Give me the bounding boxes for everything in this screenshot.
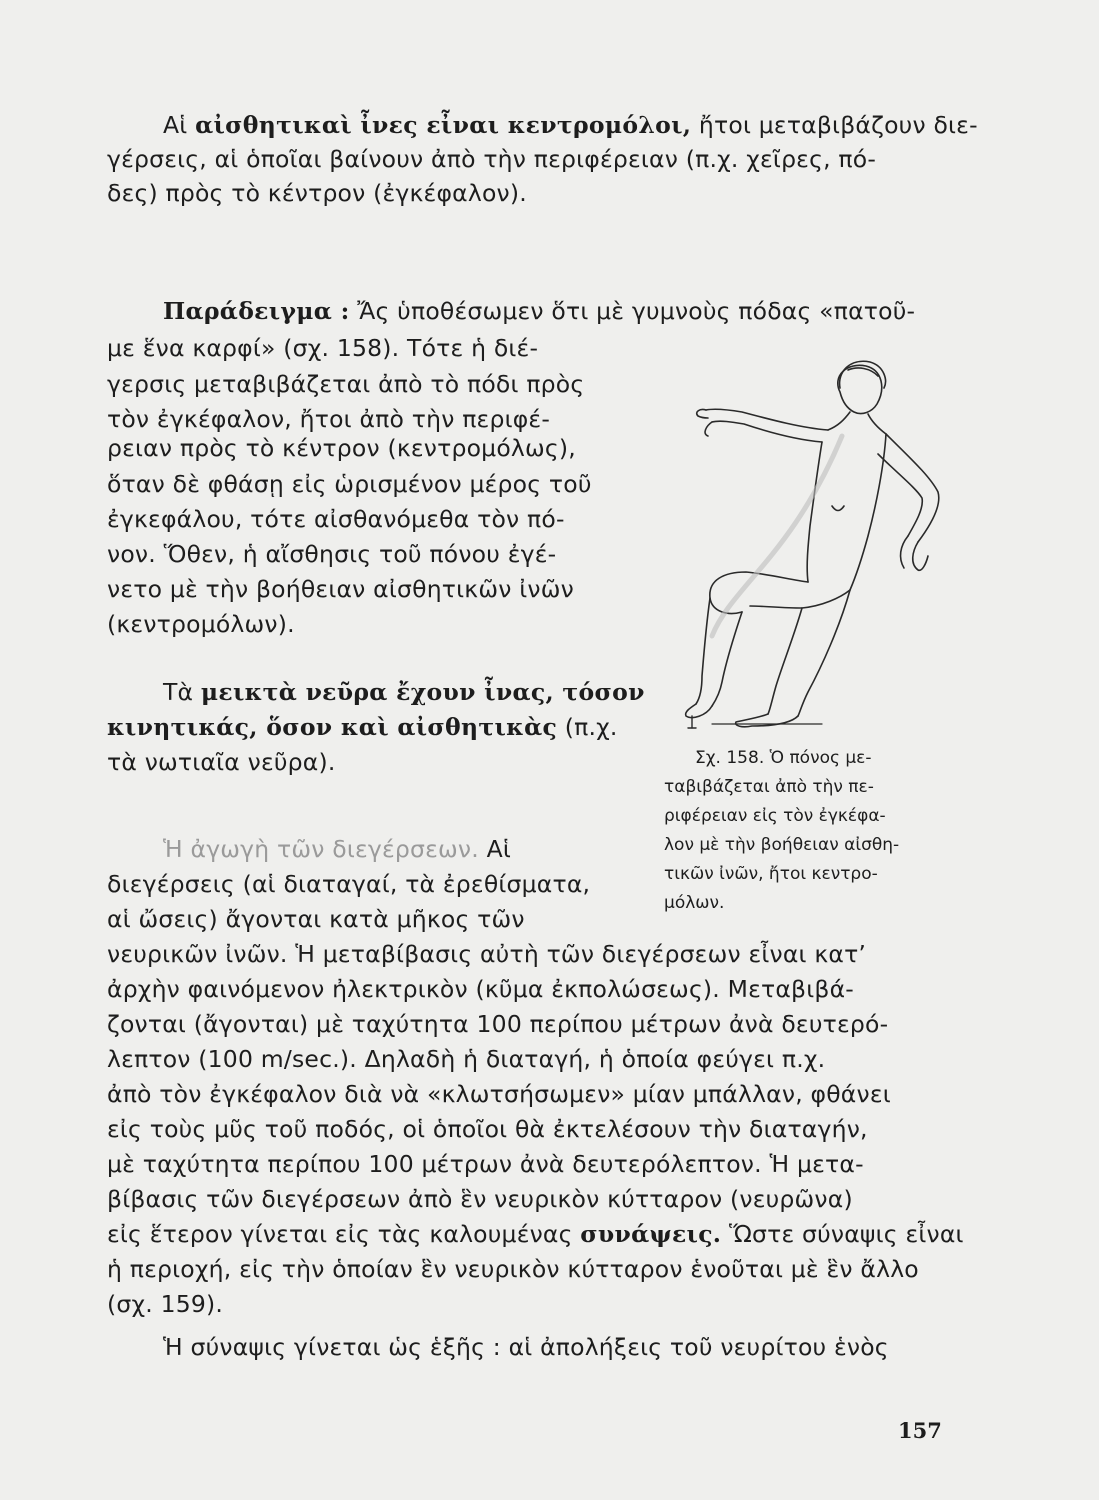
para2-line: γερσις μεταβιβάζεται ἀπὸ τὸ πόδι πρὸς — [107, 370, 585, 398]
figure-caption-line: τικῶν ἰνῶν, ἤτοι κεντρο- — [664, 864, 878, 884]
text-run: ἤτοι μεταβιβάζουν διε- — [691, 111, 978, 139]
para3-line2 — [107, 710, 618, 744]
para2-line: ὅταν δὲ φθάσῃ εἰς ὡρισμένον μέρος τοῦ — [107, 470, 592, 498]
para4-synapse-line — [107, 1217, 964, 1251]
para4-line: ζονται (ἄγονται) μὲ ταχύτητα 100 περίπου μέτρων ἀνὰ δευτερό- — [107, 1010, 889, 1038]
bold-term: αἰσθητικαὶ ἶνες εἶναι κεντρομόλοι, — [195, 111, 692, 139]
page-number: 157 — [898, 1418, 942, 1443]
figure-caption-line: ταβιβάζεται ἀπὸ τὴν πε- — [664, 777, 874, 797]
para4-line: ἀπὸ τὸν ἐγκέφαλον διὰ νὰ «κλωτσήσωμεν» μίαν μπάλλαν, φθάνει — [107, 1080, 891, 1108]
para4-line: βίβασις τῶν διεγέρσεων ἀπὸ ἓν νευρικὸν κύτταρον (νευρῶνα) — [107, 1185, 853, 1213]
para3-line1 — [163, 675, 645, 709]
para1-line3: δες) πρὸς τὸ κέντρον (ἐγκέφαλον). — [107, 179, 527, 207]
para2-line: με ἕνα καρφί» (σχ. 158). Τότε ἡ διέ- — [107, 334, 539, 362]
text-run: Ἄς ὑποθέσωμεν ὅτι μὲ γυμνοὺς πόδας «πατοῦ- — [349, 297, 916, 325]
bold-term: συνάψεις. — [580, 1220, 722, 1248]
para4-line: ἡ περιοχή, εἰς τὴν ὁποίαν ἓν νευρικὸν κύτταρον ἑνοῦται μὲ ἓν ἄλλο — [107, 1255, 919, 1283]
para4-line: ἀρχὴν φαινόμενον ἠλεκτρικὸν (κῦμα ἐκπολώσεως). Μεταβιβά- — [107, 975, 854, 1003]
text-run: (π.χ. — [557, 713, 618, 741]
para4-line: λεπτον (100 m/sec.). Δηλαδὴ ἡ διαταγή, ἡ ὁποία φεύγει π.χ. — [107, 1045, 826, 1073]
para1-line1 — [163, 108, 978, 142]
figure-caption-line: μόλων. — [664, 893, 725, 913]
bold-term: μεικτὰ νεῦρα ἔχουν ἶνας, τόσον — [200, 678, 645, 706]
para4-short-line: αἱ ὤσεις) ἄγονται κατὰ μῆκος τῶν — [107, 905, 525, 933]
para4-short-line: διεγέρσεις (αἱ διαταγαί, τὰ ἐρεθίσματα, — [107, 870, 591, 898]
para4-line: εἰς τοὺς μῦς τοῦ ποδός, οἱ ὁποῖοι θὰ ἐκτελέσουν τὴν διαταγήν, — [107, 1115, 868, 1143]
text-run: Αἱ — [163, 111, 196, 139]
para2-line: ἐγκεφάλου, τότε αἰσθανόμεθα τὸν πό- — [107, 505, 565, 533]
man-stepping-on-nail-illustration — [672, 336, 962, 736]
text-run: Τὰ — [163, 678, 201, 706]
para2-line: νετο μὲ τὴν βοήθειαν αἰσθητικῶν ἰνῶν — [107, 575, 574, 603]
para3-line3: τὰ νωτιαῖα νεῦρα). — [107, 748, 336, 776]
para2-line: τὸν ἐγκέφαλον, ἤτοι ἀπὸ τὴν περιφέ- — [107, 405, 551, 433]
text-run: Ὥστε σύναψις εἶναι — [721, 1220, 964, 1248]
figure-caption-line: ριφέρειαν εἰς τὸν ἐγκέφα- — [664, 806, 886, 826]
figure-caption-line: λον μὲ τὴν βοήθειαν αἰσθη- — [664, 835, 900, 855]
text-run: Αἱ — [478, 835, 512, 863]
para2-line: ρειαν πρὸς τὸ κέντρον (κεντρομόλως), — [107, 434, 576, 462]
para5-line1: Ἡ σύναψις γίνεται ὡς ἑξῆς : αἱ ἀπολήξεις τοῦ νευρίτου ἑνὸς — [163, 1333, 889, 1361]
text-run: εἰς ἕτερον γίνεται εἰς τὰς καλουμένας — [107, 1220, 581, 1248]
para4-line: νευρικῶν ἰνῶν. Ἡ μεταβίβασις αὐτὴ τῶν διεγέρσεων εἶναι κατ’ — [107, 940, 867, 968]
para4-line: μὲ ταχύτητα περίπου 100 μέτρων ἀνὰ δευτερόλεπτον. Ἡ μετα- — [107, 1150, 864, 1178]
example-label: Παράδειγμα : — [163, 297, 350, 325]
section-heading: Ἡ ἀγωγὴ τῶν διεγέρσεων. — [163, 835, 479, 863]
para4-line: (σχ. 159). — [107, 1290, 224, 1318]
para2-line: νον. Ὅθεν, ἡ αἴσθησις τοῦ πόνου ἐγέ- — [107, 540, 557, 568]
para2-line: (κεντρομόλων). — [107, 610, 295, 638]
para4-line1 — [163, 832, 511, 866]
figure-caption-line: Σχ. 158. Ὁ πόνος με- — [695, 748, 872, 768]
para1-line2: γέρσεις, αἱ ὁποῖαι βαίνουν ἀπὸ τὴν περιφέρειαν (π.χ. χεῖρες, πό- — [107, 145, 877, 173]
bold-term: κινητικάς, ὅσον καὶ αἰσθητικὰς — [107, 713, 558, 741]
para2-line1 — [163, 294, 915, 328]
